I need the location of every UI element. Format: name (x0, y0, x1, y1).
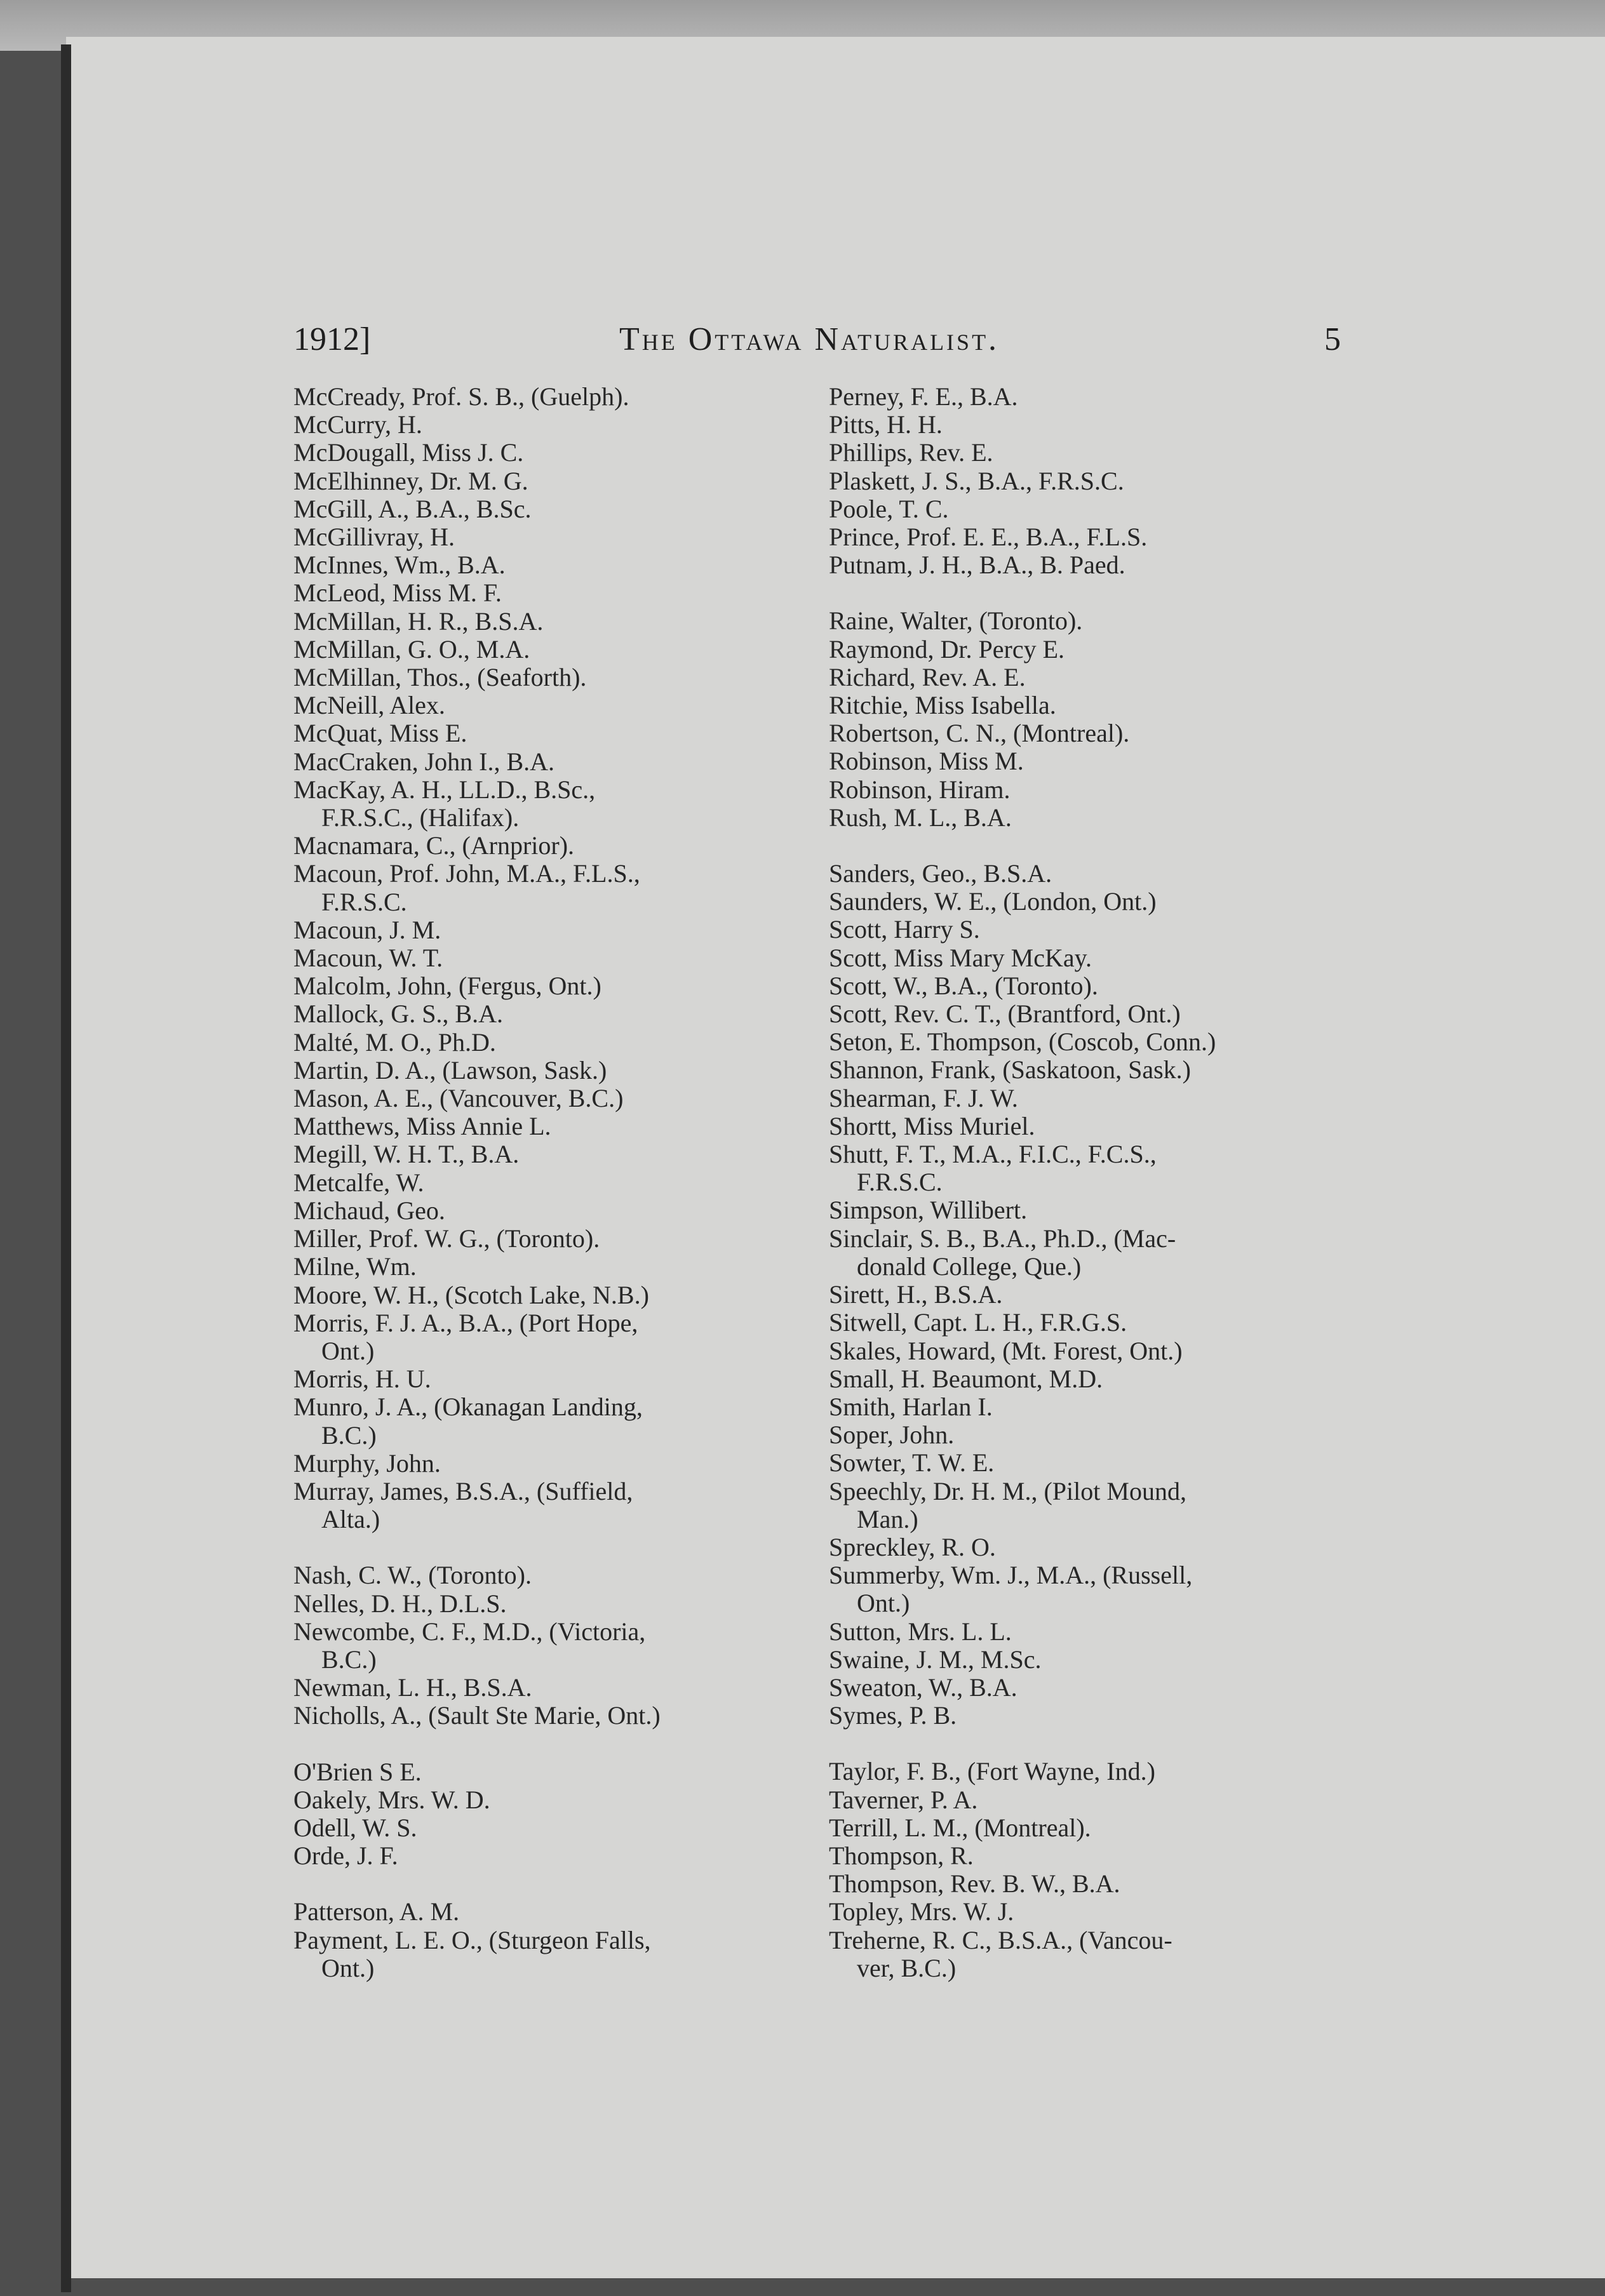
member-name-line: Nicholls, A., (Sault Ste Marie, Ont.) (293, 1702, 661, 1730)
member-entry (829, 776, 1375, 804)
member-name-line: Patterson, A. M. (293, 1898, 460, 1926)
member-name-line: Malcolm, John, (Fergus, Ont.) (293, 972, 601, 1001)
member-entry (293, 1085, 840, 1112)
member-name-line: Prince, Prof. E. E., B.A., F.L.S. (829, 523, 1148, 552)
member-entry (293, 944, 840, 972)
member-entry (293, 636, 840, 664)
member-name-line: Munro, J. A., (Okanagan Landing, (293, 1393, 643, 1422)
member-entry (829, 1702, 1375, 1730)
member-name-line: Robinson, Miss M. (829, 747, 1024, 776)
member-entry (293, 776, 840, 832)
member-entry (829, 888, 1375, 916)
member-name-line: McGillivray, H. (293, 523, 455, 552)
member-entry (293, 916, 840, 944)
member-entry (829, 1309, 1375, 1337)
member-name-line: Thompson, R. (829, 1841, 974, 1870)
member-entry (293, 1590, 840, 1618)
member-name-line: Sowter, T. W. E. (829, 1449, 995, 1478)
member-entry (829, 1196, 1375, 1224)
member-entry (829, 860, 1375, 888)
member-name-line: Taylor, F. B., (Fort Wayne, Ind.) (829, 1758, 1155, 1786)
member-name-line: Mallock, G. S., B.A. (293, 1000, 503, 1029)
member-name-line: Robertson, C. N., (Montreal). (829, 719, 1130, 748)
member-entry (829, 944, 1375, 972)
member-entry (293, 1786, 840, 1814)
member-name-line: McMillan, H. R., B.S.A. (293, 607, 544, 636)
member-name-line: Rush, M. L., B.A. (829, 803, 1012, 832)
member-name-line: Murphy, John. (293, 1449, 441, 1478)
member-entry (829, 411, 1375, 439)
member-entry (829, 1393, 1375, 1421)
member-continuation-line: ver, B.C.) (857, 1953, 957, 1982)
member-name-line: Spreckley, R. O. (829, 1533, 996, 1561)
member-name-line: Raymond, Dr. Percy E. (829, 635, 1065, 664)
member-continuation-line: Ont.) (321, 1336, 375, 1365)
member-entry (293, 1478, 840, 1533)
member-entry (829, 1758, 1375, 1785)
member-entry (829, 495, 1375, 523)
member-entry (293, 1365, 840, 1393)
member-name-line: Small, H. Beaumont, M.D. (829, 1365, 1103, 1393)
member-name-line: Megill, W. H. T., B.A. (293, 1140, 520, 1169)
member-list-left-column (293, 383, 840, 1982)
member-entry (293, 1702, 840, 1730)
member-entry (829, 804, 1375, 832)
member-entry (829, 1085, 1375, 1112)
member-entry (829, 916, 1375, 944)
member-name-line: Shortt, Miss Muriel. (829, 1112, 1035, 1140)
member-name-line: Newman, L. H., B.S.A. (293, 1674, 532, 1702)
member-name-line: Plaskett, J. S., B.A., F.R.S.C. (829, 467, 1124, 495)
member-continuation-line: B.C.) (321, 1420, 377, 1450)
member-entry (293, 551, 840, 579)
member-name-line: Macoun, J. M. (293, 916, 441, 944)
member-name-line: Milne, Wm. (293, 1253, 417, 1281)
member-continuation-line: B.C.) (321, 1645, 377, 1674)
member-entry (829, 747, 1375, 775)
member-continuation-line: Alta.) (321, 1505, 380, 1534)
member-name-line: MacCraken, John I., B.A. (293, 747, 555, 776)
member-entry (293, 383, 840, 411)
member-name-line: Scott, Rev. C. T., (Brantford, Ont.) (829, 1000, 1181, 1029)
member-name-line: Pitts, H. H. (829, 411, 943, 439)
member-entry (829, 1028, 1375, 1056)
member-name-line: Topley, Mrs. W. J. (829, 1898, 1014, 1926)
member-entry (829, 1926, 1375, 1982)
member-name-line: Newcombe, C. F., M.D., (Victoria, (293, 1617, 646, 1646)
member-entry (293, 1140, 840, 1168)
member-name-line: Sweaton, W., B.A. (829, 1673, 1017, 1702)
member-entry (293, 495, 840, 523)
member-entry (293, 1393, 840, 1449)
member-name-line: Ritchie, Miss Isabella. (829, 691, 1056, 720)
member-name-line: Murray, James, B.S.A., (Suffield, (293, 1477, 633, 1505)
member-entry (829, 1421, 1375, 1449)
member-name-line: Miller, Prof. W. G., (Toronto). (293, 1225, 600, 1253)
member-entry (829, 523, 1375, 551)
member-name-line: Symes, P. B. (829, 1702, 957, 1730)
member-entry (829, 719, 1375, 747)
member-name-line: Treherne, R. C., B.S.A., (Vancou- (829, 1926, 1172, 1954)
member-continuation-line: F.R.S.C. (857, 1168, 943, 1197)
member-list-right-column (829, 383, 1375, 1982)
member-name-line: McGill, A., B.A., B.Sc. (293, 495, 532, 523)
member-name-line: Michaud, Geo. (293, 1196, 445, 1225)
member-name-line: McLeod, Miss M. F. (293, 579, 502, 608)
member-name-line: Scott, Harry S. (829, 916, 980, 944)
member-entry (829, 1449, 1375, 1477)
member-name-line: Sirett, H., B.S.A. (829, 1281, 1003, 1309)
member-name-line: Thompson, Rev. B. W., B.A. (829, 1870, 1120, 1899)
member-entry (829, 1365, 1375, 1393)
member-entry (293, 1000, 840, 1028)
member-entry (829, 439, 1375, 467)
member-entry (829, 1056, 1375, 1084)
member-entry (829, 664, 1375, 691)
member-entry (293, 1926, 840, 1982)
member-name-line: Orde, J. F. (293, 1842, 398, 1871)
member-name-line: McNeill, Alex. (293, 691, 445, 720)
member-entry (829, 467, 1375, 495)
member-name-line: MacKay, A. H., LL.D., B.Sc., (293, 775, 596, 804)
member-name-line: Martin, D. A., (Lawson, Sask.) (293, 1056, 607, 1085)
member-entry (829, 1618, 1375, 1646)
member-name-line: Moore, W. H., (Scotch Lake, N.B.) (293, 1281, 649, 1309)
member-name-line: Macoun, W. T. (293, 944, 443, 973)
member-entry (293, 439, 840, 467)
member-entry (293, 1450, 840, 1478)
member-name-line: Nash, C. W., (Toronto). (293, 1561, 532, 1590)
member-entry (829, 972, 1375, 1000)
member-entry (293, 1057, 840, 1085)
member-entry (293, 1309, 840, 1365)
member-name-line: Swaine, J. M., M.Sc. (829, 1645, 1042, 1674)
member-entry (829, 1674, 1375, 1702)
member-name-line: Perney, F. E., B.A. (829, 383, 1018, 411)
member-name-line: McQuat, Miss E. (293, 719, 467, 748)
member-name-line: Raine, Walter, (Toronto). (829, 607, 1083, 636)
member-name-line: Poole, T. C. (829, 495, 949, 523)
member-entry (293, 860, 840, 916)
member-name-line: Summerby, Wm. J., M.A., (Russell, (829, 1561, 1193, 1590)
member-name-line: Robinson, Hiram. (829, 775, 1011, 804)
member-entry (829, 1898, 1375, 1926)
member-name-line: McDougall, Miss J. C. (293, 439, 524, 467)
member-name-line: Mason, A. E., (Vancouver, B.C.) (293, 1085, 624, 1113)
member-name-line: McMillan, G. O., M.A. (293, 635, 530, 664)
member-name-line: Payment, L. E. O., (Sturgeon Falls, (293, 1926, 651, 1954)
member-entry (293, 664, 840, 691)
member-name-line: Morris, H. U. (293, 1365, 431, 1394)
member-name-line: Nelles, D. H., D.L.S. (293, 1589, 507, 1618)
member-entry (829, 1814, 1375, 1842)
member-entry (829, 1533, 1375, 1561)
member-continuation-line: F.R.S.C., (Halifax). (321, 803, 520, 832)
member-entry (829, 1281, 1375, 1309)
member-entry (293, 579, 840, 607)
member-name-line: Seton, E. Thompson, (Coscob, Conn.) (829, 1028, 1216, 1057)
member-name-line: Shearman, F. J. W. (829, 1084, 1018, 1112)
member-entry (293, 1225, 840, 1253)
member-entry (829, 1225, 1375, 1281)
member-name-line: McInnes, Wm., B.A. (293, 551, 506, 580)
member-name-line: Richard, Rev. A. E. (829, 663, 1026, 691)
member-name-line: Skales, Howard, (Mt. Forest, Ont.) (829, 1337, 1183, 1365)
member-name-line: McCurry, H. (293, 411, 422, 439)
member-entry (293, 691, 840, 719)
member-entry (293, 1814, 840, 1842)
member-continuation-line: Ont.) (857, 1589, 910, 1618)
member-entry (293, 608, 840, 636)
member-name-line: Macoun, Prof. John, M.A., F.L.S., (293, 860, 640, 888)
member-name-line: Macnamara, C., (Arnprior). (293, 832, 575, 860)
member-entry (293, 1169, 840, 1197)
member-name-line: Matthews, Miss Annie L. (293, 1112, 551, 1141)
member-name-line: Soper, John. (829, 1421, 955, 1450)
member-entry (829, 1786, 1375, 1814)
member-entry (293, 1842, 840, 1870)
member-name-line: Oakely, Mrs. W. D. (293, 1785, 490, 1814)
member-entry (293, 1561, 840, 1589)
member-name-line: O'Brien S E. (293, 1758, 422, 1786)
member-entry (293, 1674, 840, 1702)
member-continuation-line: donald College, Que.) (857, 1251, 1082, 1281)
member-entry (293, 1618, 840, 1674)
page-number: 5 (1324, 321, 1341, 357)
member-entry (293, 832, 840, 860)
member-entry (293, 1253, 840, 1281)
member-entry (829, 1561, 1375, 1617)
member-entry (293, 748, 840, 776)
member-name-line: Speechly, Dr. H. M., (Pilot Mound, (829, 1477, 1186, 1505)
member-name-line: Scott, Miss Mary McKay. (829, 944, 1092, 972)
member-name-line: Malté, M. O., Ph.D. (293, 1028, 496, 1057)
member-name-line: Sanders, Geo., B.S.A. (829, 860, 1052, 888)
member-name-line: McElhinney, Dr. M. G. (293, 467, 528, 495)
member-continuation-line: F.R.S.C. (321, 887, 407, 916)
member-name-line: Taverner, P. A. (829, 1785, 978, 1814)
member-entry (829, 1000, 1375, 1028)
member-entry (829, 551, 1375, 579)
member-name-line: Sitwell, Capt. L. H., F.R.G.S. (829, 1309, 1127, 1337)
member-name-line: Sinclair, S. B., B.A., Ph.D., (Mac- (829, 1224, 1176, 1253)
member-name-line: Scott, W., B.A., (Toronto). (829, 971, 1098, 1000)
member-entry (293, 1281, 840, 1309)
member-name-line: Putnam, J. H., B.A., B. Paed. (829, 551, 1125, 580)
member-continuation-line: Ont.) (321, 1953, 375, 1982)
member-entry (293, 1112, 840, 1140)
member-entry (293, 719, 840, 747)
member-name-line: Phillips, Rev. E. (829, 439, 993, 467)
member-entry (829, 1842, 1375, 1870)
member-entry (293, 1898, 840, 1926)
member-entry (829, 1337, 1375, 1365)
member-name-line: Smith, Harlan I. (829, 1392, 993, 1421)
member-entry (829, 691, 1375, 719)
member-name-line: Odell, W. S. (293, 1813, 417, 1842)
member-name-line: Shutt, F. T., M.A., F.I.C., F.C.S., (829, 1140, 1157, 1169)
member-name-line: Morris, F. J. A., B.A., (Port Hope, (293, 1309, 638, 1337)
member-entry (829, 1112, 1375, 1140)
member-name-line: Saunders, W. E., (London, Ont.) (829, 888, 1157, 916)
member-entry (829, 1870, 1375, 1898)
member-entry (829, 607, 1375, 635)
member-entry (293, 411, 840, 439)
member-name-line: Metcalfe, W. (293, 1168, 424, 1197)
member-continuation-line: Man.) (857, 1504, 918, 1533)
header-title: The Ottawa Naturalist. (619, 321, 1000, 357)
member-name-line: Terrill, L. M., (Montreal). (829, 1813, 1091, 1842)
member-entry (293, 1197, 840, 1225)
member-entry (829, 1646, 1375, 1674)
member-name-line: Shannon, Frank, (Saskatoon, Sask.) (829, 1056, 1191, 1085)
member-entry (293, 972, 840, 1000)
member-entry (293, 467, 840, 495)
member-name-line: McCready, Prof. S. B., (Guelph). (293, 383, 629, 411)
binding-edge (61, 44, 71, 2292)
member-entry (829, 1478, 1375, 1533)
member-entry (829, 383, 1375, 411)
member-name-line: Sutton, Mrs. L. L. (829, 1617, 1012, 1646)
member-entry (293, 1029, 840, 1057)
member-entry (293, 523, 840, 551)
header-year: 1912] (293, 321, 371, 357)
member-entry (829, 1140, 1375, 1196)
member-entry (293, 1758, 840, 1786)
member-entry (829, 636, 1375, 664)
member-name-line: Simpson, Willibert. (829, 1196, 1028, 1225)
member-name-line: McMillan, Thos., (Seaforth). (293, 664, 587, 692)
